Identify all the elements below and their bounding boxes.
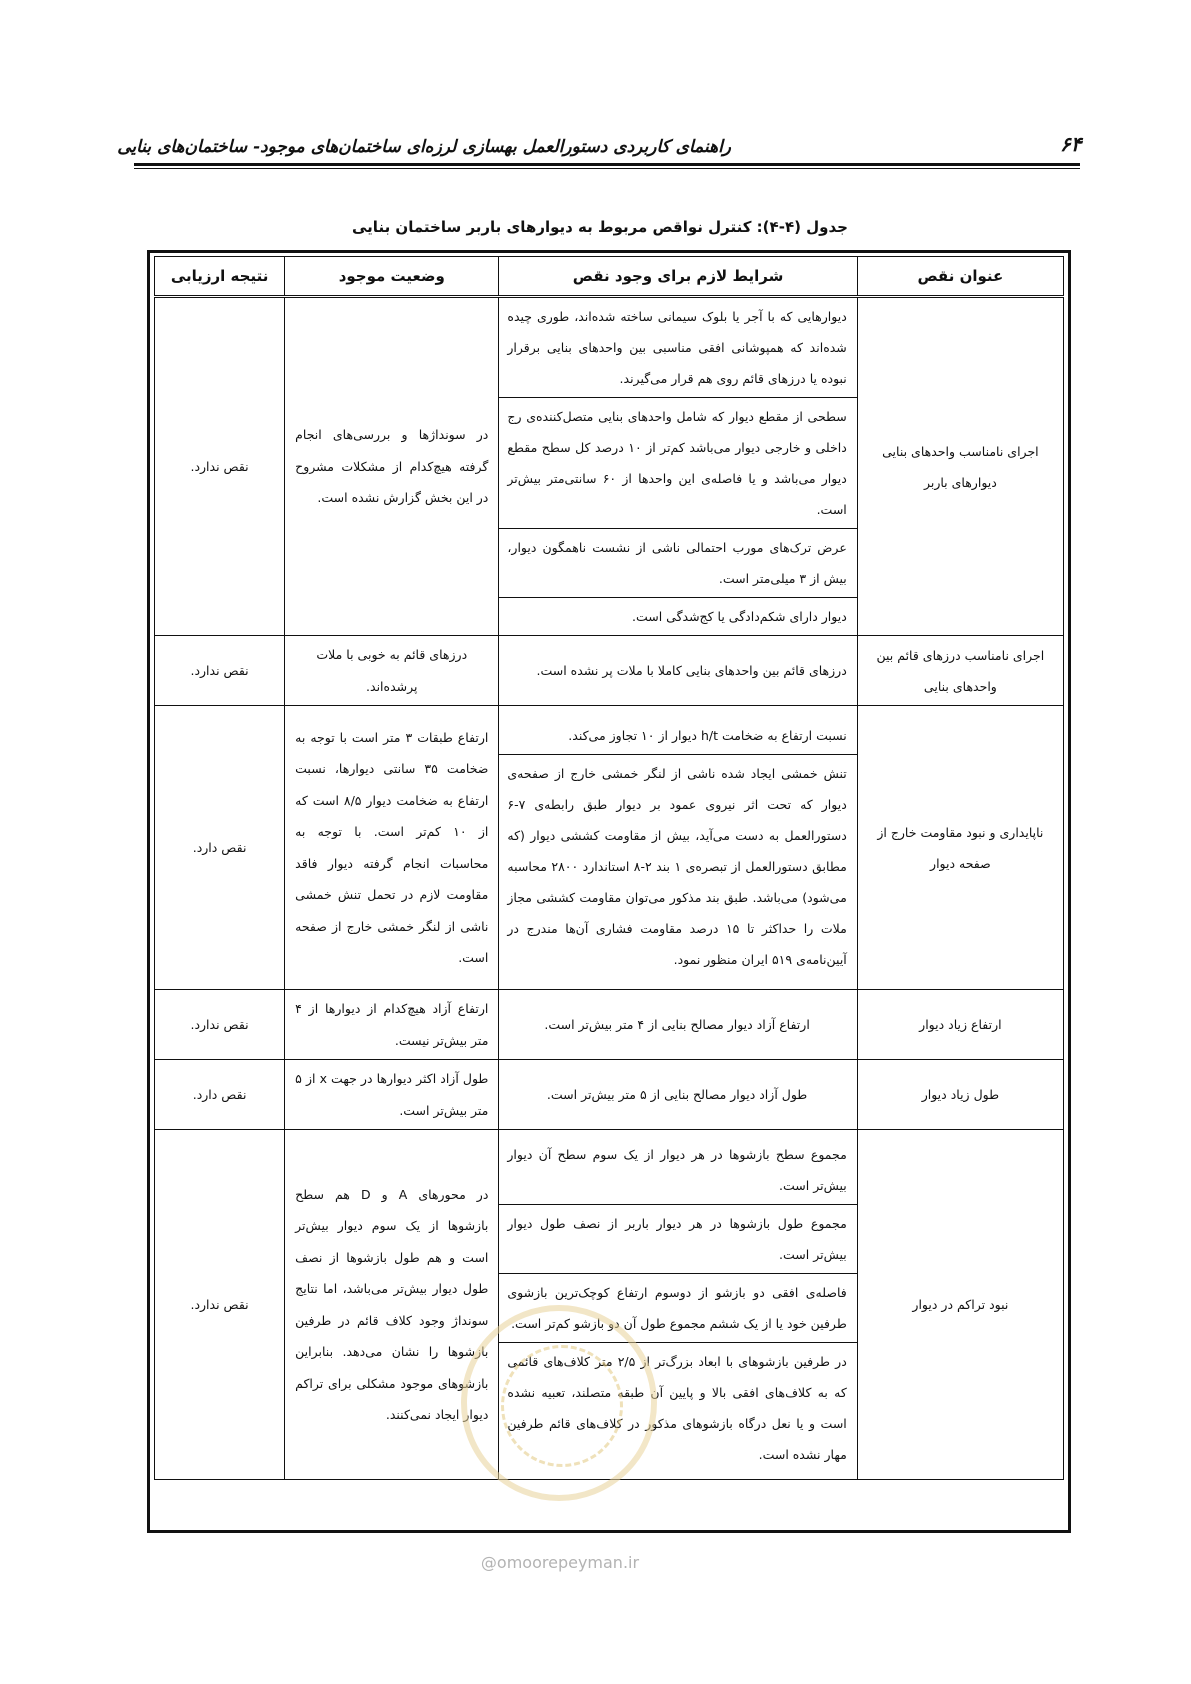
- deficiency-table: [154, 256, 1064, 1480]
- row-status: درزهای قائم به خوبی با ملات پرشده‌اند.: [285, 636, 499, 706]
- book-title: راهنمای کاربردی دستورالعمل بهسازی لرزه‌ای ساختمان‌های موجود- ساختمان‌های بنایی: [117, 137, 731, 157]
- table-caption: جدول (۴-۴): کنترل نواقص مربوط به دیوارهای باربر ساختمان بنایی: [352, 218, 848, 236]
- condition-item: تنش خمشی ایجاد شده ناشی از لنگر خمشی خارج از صفحه‌ی دیوار که تحت اثر نیروی عمود بر دیوار طبق رابطه‌ی ۷-۶ دستورالعمل به دست می‌آید، بیش از مقاومت کششی دیوار (که مطابق دستورالعمل از تبصره‌ی ۱ بند ۲-۸ استاندارد ۲۸۰۰ محاسبه می‌شود) می‌باشد. طبق بند مذکور می‌توان مقاومت کششی مجاز ملات را حداکثر تا ۱۵ درصد مقاومت فشاری آن‌ها مندرج در آیین‌نامه‌ی ۵۱۹ ایران منظور نمود.: [507, 766, 847, 967]
- condition-item: درزهای قائم بین واحدهای بنایی کاملا با ملات پر نشده است.: [536, 663, 847, 678]
- table-row: [155, 1060, 1064, 1130]
- condition-item: فاصله‌ی افقی دو بازشو از دوسوم ارتفاع کوچک‌ترین بازشوی طرفین خود یا از یک ششم مجموع طول آن دو بازشو کم‌تر است.: [499, 1274, 856, 1343]
- page-number: ۶۴: [1060, 132, 1082, 156]
- condition-item: در طرفین بازشوهای با ابعاد بزرگ‌تر از ۲/۵ متر کلاف‌های قائمی که به کلاف‌های افقی بالا و پایین آن طبقه متصلند، تعبیه نشده است و یا نعل درگاه بازشوهای مذکور در کلاف‌های قائم طرفین مهار نشده است.: [507, 1354, 847, 1462]
- row-title: اجرای نامناسب واحدهای بنایی دیوارهای باربر: [857, 297, 1063, 636]
- row-result: نقص ندارد.: [155, 297, 285, 636]
- site-watermark: @omoorepeyman.ir: [480, 1553, 640, 1572]
- table-row: [155, 990, 1064, 1060]
- row-result: نقص دارد.: [155, 1060, 285, 1130]
- table-row: [155, 297, 1064, 636]
- row-title: ارتفاع زیاد دیوار: [857, 990, 1063, 1060]
- condition-item: مجموع سطح بازشوها در هر دیوار از یک سوم سطح آن دیوار بیش‌تر است.: [499, 1136, 856, 1205]
- condition-item: دیوار دارای شکم‌دادگی یا کج‌شدگی است.: [631, 609, 847, 624]
- row-conditions: [499, 990, 857, 1060]
- table-row: [155, 706, 1064, 990]
- header-result: نتیجه ارزیابی: [155, 257, 285, 297]
- row-status: در محورهای A و D هم سطح بازشوها از یک سوم دیوار بیش‌تر است و هم طول بازشوها از نصف طول دیوار بیش‌تر می‌باشد، اما نتایج سونداژ وجود کلاف قائم در طرفین بازشوها را نشان می‌دهد. بنابراین بازشوهای موجود مشکلی برای تراکم دیوار ایجاد نمی‌کنند.: [285, 1130, 499, 1480]
- row-status: ارتفاع طبقات ۳ متر است با توجه به ضخامت ۳۵ سانتی دیوارها، نسبت ارتفاع به ضخامت دیوار ۸/۵ است که از ۱۰ کم‌تر است. با توجه به محاسبات انجام گرفته دیوار فاقد مقاومت لازم در تحمل تنش خمشی ناشی از لنگر خمشی خارج از صفحه است.: [285, 706, 499, 990]
- header-rule-thin: [134, 168, 1080, 169]
- condition-item: دیوارهایی که با آجر یا بلوک سیمانی ساخته شده‌اند، طوری چیده شده‌اند که همپوشانی افقی مناسبی بین واحدهای بنایی برقرار نبوده یا درزهای قائم روی هم قرار می‌گیرند.: [499, 298, 856, 398]
- row-status: طول آزاد اکثر دیوارها در جهت x از ۵ متر بیش‌تر است.: [285, 1060, 499, 1130]
- row-result: نقص ندارد.: [155, 990, 285, 1060]
- row-status: ارتفاع آزاد هیچ‌کدام از دیوارها از ۴ متر بیش‌تر نیست.: [285, 990, 499, 1060]
- condition-item: سطحی از مقطع دیوار که شامل واحدهای بنایی متصل‌کننده‌ی رج داخلی و خارجی دیوار می‌باشد کم‌تر از ۱۰ درصد کل سطح مقطع دیوار می‌باشد و یا فاصله‌ی این واحدها از ۶۰ سانتی‌متر بیش‌تر است.: [499, 398, 856, 529]
- header-title: عنوان نقص: [857, 257, 1063, 297]
- row-title: ناپایداری و نبود مقاومت خارج از صفحه دیوار: [857, 706, 1063, 990]
- condition-item: طول آزاد دیوار مصالح بنایی از ۵ متر بیش‌تر است.: [546, 1087, 808, 1102]
- row-result: نقص دارد.: [155, 706, 285, 990]
- condition-item: نسبت ارتفاع به ضخامت h/t دیوار از ۱۰ تجاوز می‌کند.: [499, 717, 856, 755]
- condition-item: ارتفاع آزاد دیوار مصالح بنایی از ۴ متر بیش‌تر است.: [544, 1017, 810, 1032]
- row-conditions: [499, 636, 857, 706]
- table-header-row: [155, 257, 1064, 297]
- seal-watermark: [461, 1305, 657, 1501]
- row-conditions: [499, 1060, 857, 1130]
- header-conditions: شرایط لازم برای وجود نقص: [499, 257, 857, 297]
- row-title: اجرای نامناسب درزهای قائم بین واحدهای بنایی: [857, 636, 1063, 706]
- table-row: [155, 636, 1064, 706]
- condition-item: مجموع طول بازشوها در هر دیوار باربر از نصف طول دیوار بیش‌تر است.: [499, 1205, 856, 1274]
- row-result: نقص ندارد.: [155, 1130, 285, 1480]
- row-conditions: [499, 706, 857, 990]
- header-status: وضعیت موجود: [285, 257, 499, 297]
- row-status: در سونداژها و بررسی‌های انجام گرفته هیچ‌کدام از مشکلات مشروح در این بخش گزارش نشده است.: [285, 297, 499, 636]
- row-title: طول زیاد دیوار: [857, 1060, 1063, 1130]
- header-rule: [134, 163, 1080, 166]
- row-title: نبود تراکم در دیوار: [857, 1130, 1063, 1480]
- row-result: نقص ندارد.: [155, 636, 285, 706]
- condition-item: عرض ترک‌های مورب احتمالی ناشی از نشست ناهمگون دیوار، بیش از ۳ میلی‌متر است.: [499, 529, 856, 598]
- row-conditions: [499, 297, 857, 636]
